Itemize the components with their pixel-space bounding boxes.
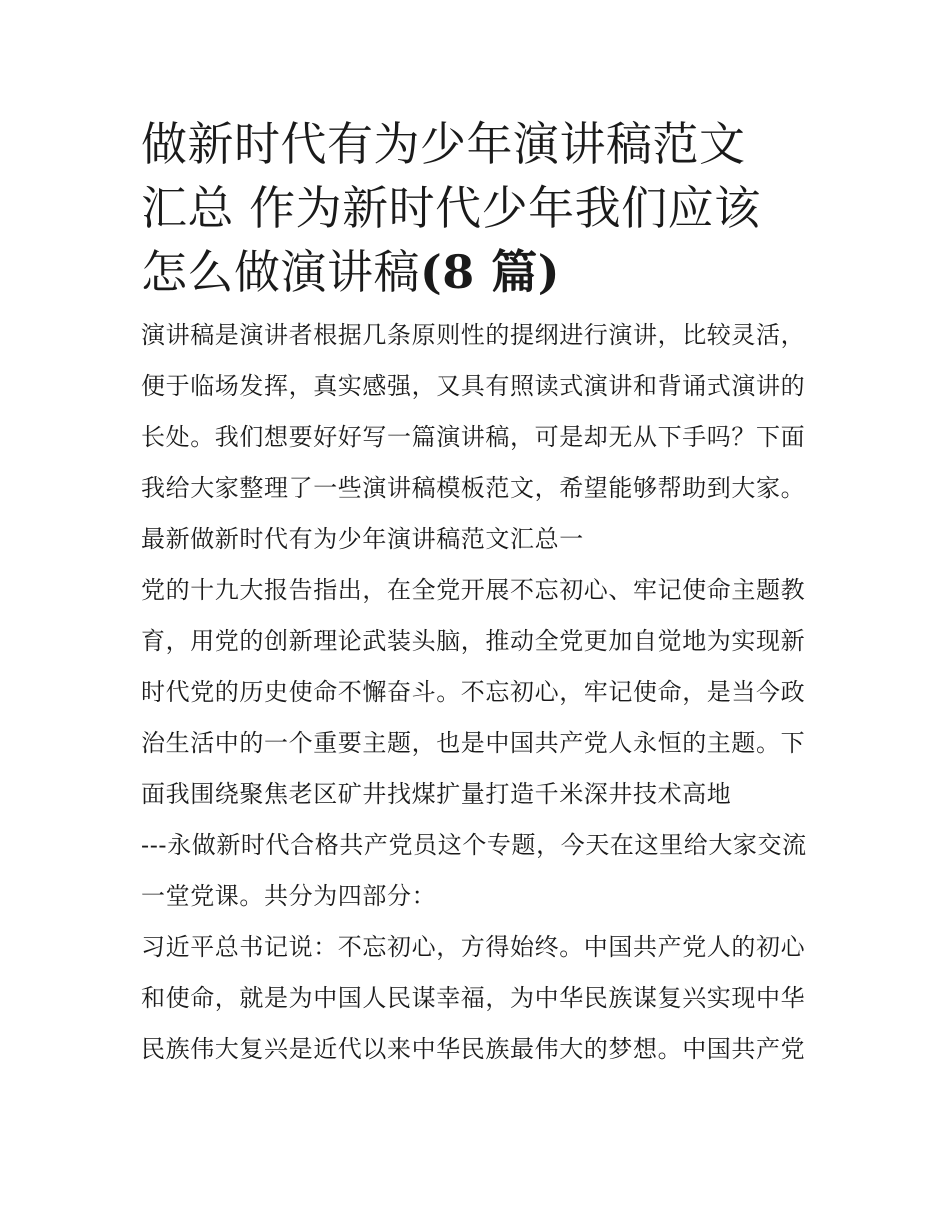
body-line-12: 一堂党课。共分为四部分： [141,882,437,910]
document-title [141,112,811,304]
body-line-15: 民族伟大复兴是近代以来中华民族最伟大的梦想。中国共产党 [141,1035,806,1063]
title-line-1: 做新时代有为少年演讲稿范文 [141,117,746,171]
title-line-3-text: 怎么做演讲稿 [141,245,420,299]
title-count-open: ( [420,245,443,299]
body-line-7: 育，用党的创新理论武装头脑，推动全党更加自觉地为实现新 [141,627,806,655]
title-line-3 [141,240,811,304]
body-line-4: 我给大家整理了一些演讲稿模板范文，希望能够帮助到大家。 [141,474,806,502]
section-heading: 最新做新时代有为少年演讲稿范文汇总一 [141,525,584,553]
body-line-13: 习近平总书记说：不忘初心，方得始终。中国共产党人的初心 [141,933,806,961]
body-line-10: 面我围绕聚焦老区矿井找煤扩量打造千米深井技术高地 [141,780,732,808]
title-line-2: 汇总 作为新时代少年我们应该 [141,181,761,235]
body-line-2: 便于临场发挥，真实感强，又具有照读式演讲和背诵式演讲的 [141,372,806,400]
body-line-6: 党的十九大报告指出，在全党开展不忘初心、牢记使命主题教 [141,576,806,604]
title-count-close: 篇) [474,245,561,299]
body-line-3: 长处。我们想要好好写一篇演讲稿，可是却无从下手吗？下面 [141,423,806,451]
document-body [141,310,811,1075]
document-content [141,112,811,1075]
body-line-8: 时代党的历史使命不懈奋斗。不忘初心，牢记使命，是当今政 [141,678,806,706]
body-line-1: 演讲稿是演讲者根据几条原则性的提纲进行演讲，比较灵活， [141,321,806,349]
body-line-11: ---永做新时代合格共产党员这个专题，今天在这里给大家交流 [141,831,807,859]
title-count-number: 8 [442,245,475,299]
body-line-9: 治生活中的一个重要主题，也是中国共产党人永恒的主题。下 [141,729,806,757]
body-line-14: 和使命，就是为中国人民谋幸福，为中华民族谋复兴实现中华 [141,984,806,1012]
